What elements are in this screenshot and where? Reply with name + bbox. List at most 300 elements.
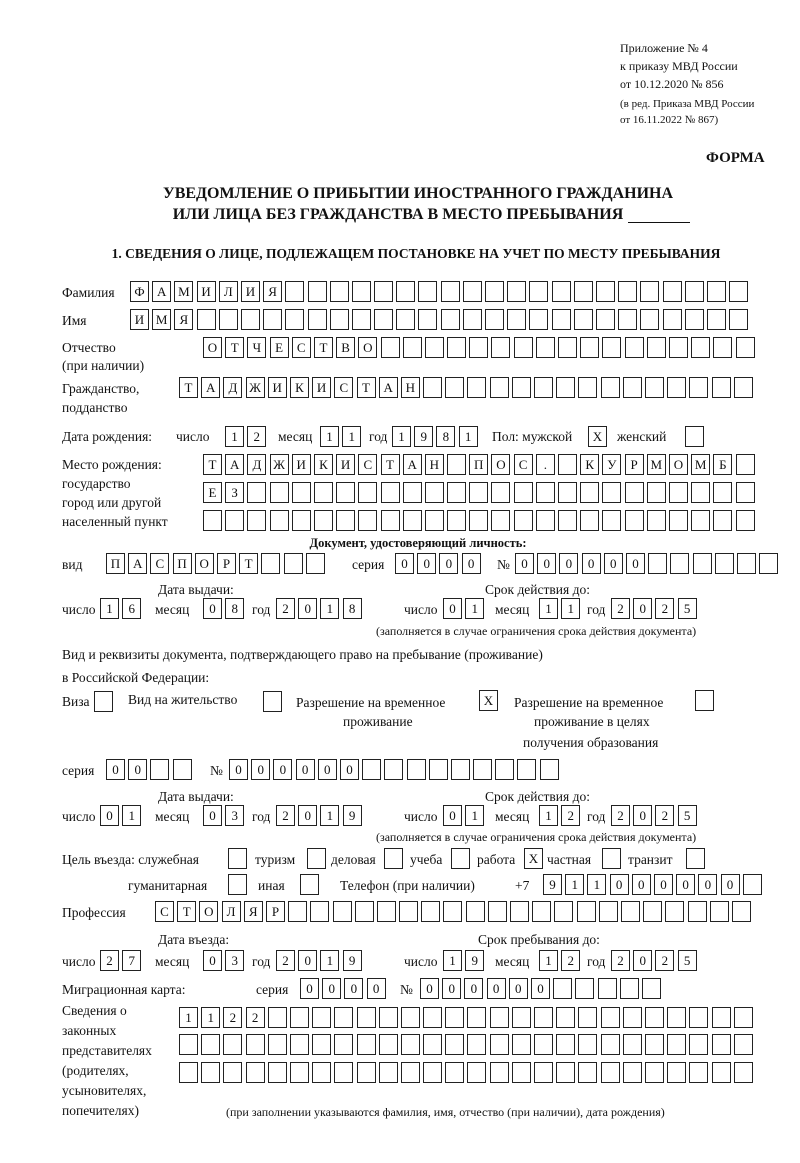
char-cell[interactable] — [685, 426, 704, 447]
char-cell[interactable] — [713, 337, 732, 358]
char-cell[interactable] — [736, 454, 755, 475]
char-cell[interactable] — [401, 1062, 420, 1083]
char-cell[interactable] — [759, 553, 778, 574]
char-cell[interactable]: 2 — [561, 805, 580, 826]
char-cell[interactable] — [556, 1034, 575, 1055]
char-cell[interactable] — [290, 1034, 309, 1055]
char-cell[interactable]: 3 — [225, 805, 244, 826]
char-cell[interactable]: 1 — [320, 598, 339, 619]
char-cell[interactable] — [625, 482, 644, 503]
char-cell[interactable] — [381, 482, 400, 503]
char-cell[interactable] — [667, 1062, 686, 1083]
char-cell[interactable]: 1 — [122, 805, 141, 826]
char-cell[interactable] — [712, 1034, 731, 1055]
char-cell[interactable] — [512, 377, 531, 398]
char-cell[interactable] — [469, 337, 488, 358]
char-cell[interactable]: 9 — [465, 950, 484, 971]
char-cell[interactable] — [225, 510, 244, 531]
char-cell[interactable] — [729, 309, 748, 330]
char-cell[interactable] — [507, 309, 526, 330]
char-cell[interactable] — [536, 482, 555, 503]
char-cell[interactable]: 8 — [436, 426, 455, 447]
char-cell[interactable]: 2 — [561, 950, 580, 971]
char-cell[interactable] — [602, 337, 621, 358]
char-cell[interactable] — [355, 901, 374, 922]
char-cell[interactable] — [580, 510, 599, 531]
char-cell[interactable]: 5 — [678, 598, 697, 619]
char-cell[interactable] — [710, 901, 729, 922]
char-cell[interactable] — [381, 337, 400, 358]
char-cell[interactable] — [495, 759, 514, 780]
char-cell[interactable]: 0 — [698, 874, 717, 895]
char-cell[interactable] — [517, 759, 536, 780]
char-cell[interactable]: 1 — [342, 426, 361, 447]
char-cell[interactable] — [247, 482, 266, 503]
char-cell[interactable]: 0 — [298, 950, 317, 971]
char-cell[interactable]: 1 — [465, 805, 484, 826]
char-cell[interactable]: 6 — [122, 598, 141, 619]
char-cell[interactable] — [307, 848, 326, 869]
char-cell[interactable] — [418, 281, 437, 302]
char-cell[interactable] — [490, 1007, 509, 1028]
char-cell[interactable] — [491, 482, 510, 503]
char-cell[interactable]: 1 — [179, 1007, 198, 1028]
char-cell[interactable] — [473, 759, 492, 780]
char-cell[interactable]: Т — [179, 377, 198, 398]
char-cell[interactable] — [686, 848, 705, 869]
char-cell[interactable] — [602, 510, 621, 531]
char-cell[interactable]: Е — [270, 337, 289, 358]
char-cell[interactable] — [308, 309, 327, 330]
char-cell[interactable]: 1 — [443, 950, 462, 971]
char-cell[interactable] — [574, 309, 593, 330]
char-cell[interactable]: Р — [217, 553, 236, 574]
char-cell[interactable]: 1 — [565, 874, 584, 895]
char-cell[interactable] — [418, 309, 437, 330]
char-cell[interactable] — [491, 337, 510, 358]
char-cell[interactable]: Ж — [246, 377, 265, 398]
char-cell[interactable] — [241, 309, 260, 330]
char-cell[interactable] — [737, 553, 756, 574]
char-cell[interactable]: 0 — [251, 759, 270, 780]
reps-line2-boxes[interactable] — [179, 1034, 756, 1056]
char-cell[interactable]: 3 — [225, 950, 244, 971]
char-cell[interactable]: 2 — [611, 598, 630, 619]
char-cell[interactable] — [623, 1062, 642, 1083]
char-cell[interactable] — [314, 510, 333, 531]
char-cell[interactable]: 1 — [561, 598, 580, 619]
char-cell[interactable] — [310, 901, 329, 922]
char-cell[interactable] — [330, 309, 349, 330]
char-cell[interactable]: 0 — [464, 978, 483, 999]
char-cell[interactable] — [645, 377, 664, 398]
char-cell[interactable] — [246, 1062, 265, 1083]
char-cell[interactable] — [558, 454, 577, 475]
char-cell[interactable] — [445, 1034, 464, 1055]
char-cell[interactable] — [642, 978, 661, 999]
char-cell[interactable] — [665, 901, 684, 922]
char-cell[interactable] — [529, 281, 548, 302]
entry-day-boxes[interactable] — [100, 950, 144, 972]
char-cell[interactable] — [536, 510, 555, 531]
char-cell[interactable] — [467, 1034, 486, 1055]
char-cell[interactable]: С — [150, 553, 169, 574]
char-cell[interactable] — [732, 901, 751, 922]
char-cell[interactable] — [485, 309, 504, 330]
char-cell[interactable] — [645, 1034, 664, 1055]
char-cell[interactable] — [736, 337, 755, 358]
char-cell[interactable] — [558, 482, 577, 503]
char-cell[interactable] — [401, 1034, 420, 1055]
char-cell[interactable] — [667, 377, 686, 398]
char-cell[interactable] — [645, 1007, 664, 1028]
char-cell[interactable]: О — [669, 454, 688, 475]
char-cell[interactable] — [336, 510, 355, 531]
char-cell[interactable] — [201, 1062, 220, 1083]
char-cell[interactable]: 0 — [298, 598, 317, 619]
char-cell[interactable] — [596, 281, 615, 302]
birth-month-boxes[interactable] — [320, 426, 364, 448]
char-cell[interactable]: 0 — [721, 874, 740, 895]
char-cell[interactable] — [602, 848, 621, 869]
char-cell[interactable]: П — [173, 553, 192, 574]
char-cell[interactable] — [514, 482, 533, 503]
char-cell[interactable] — [620, 978, 639, 999]
char-cell[interactable]: 0 — [654, 874, 673, 895]
char-cell[interactable] — [425, 482, 444, 503]
char-cell[interactable]: Я — [174, 309, 193, 330]
char-cell[interactable]: 0 — [443, 598, 462, 619]
char-cell[interactable]: X — [524, 848, 543, 869]
char-cell[interactable] — [407, 759, 426, 780]
stay-valid-year-boxes[interactable] — [611, 805, 700, 827]
char-cell[interactable]: 0 — [487, 978, 506, 999]
char-cell[interactable] — [534, 1062, 553, 1083]
stay-issue-month-boxes[interactable] — [203, 805, 247, 827]
char-cell[interactable] — [425, 337, 444, 358]
char-cell[interactable] — [179, 1062, 198, 1083]
char-cell[interactable] — [290, 1007, 309, 1028]
char-cell[interactable]: 0 — [100, 805, 119, 826]
char-cell[interactable]: О — [199, 901, 218, 922]
stay-day-boxes[interactable] — [443, 950, 487, 972]
char-cell[interactable] — [246, 1034, 265, 1055]
char-cell[interactable] — [707, 309, 726, 330]
char-cell[interactable]: Т — [203, 454, 222, 475]
char-cell[interactable]: А — [379, 377, 398, 398]
char-cell[interactable]: С — [334, 377, 353, 398]
char-cell[interactable] — [713, 510, 732, 531]
char-cell[interactable] — [691, 482, 710, 503]
char-cell[interactable] — [578, 1034, 597, 1055]
char-cell[interactable] — [601, 377, 620, 398]
char-cell[interactable]: И — [292, 454, 311, 475]
char-cell[interactable] — [625, 510, 644, 531]
char-cell[interactable]: Т — [177, 901, 196, 922]
char-cell[interactable] — [558, 510, 577, 531]
id-number-boxes[interactable] — [515, 553, 781, 575]
char-cell[interactable]: 0 — [344, 978, 363, 999]
char-cell[interactable]: X — [479, 690, 498, 711]
char-cell[interactable]: 0 — [203, 805, 222, 826]
char-cell[interactable]: 1 — [459, 426, 478, 447]
char-cell[interactable] — [529, 309, 548, 330]
char-cell[interactable]: И — [130, 309, 149, 330]
char-cell[interactable]: X — [588, 426, 607, 447]
stay-number-boxes[interactable] — [229, 759, 562, 781]
char-cell[interactable] — [514, 337, 533, 358]
id-issue-year-boxes[interactable] — [276, 598, 365, 620]
char-cell[interactable] — [510, 901, 529, 922]
purpose-humanitarian-checkbox[interactable] — [228, 874, 250, 896]
char-cell[interactable]: 0 — [632, 874, 651, 895]
char-cell[interactable]: И — [241, 281, 260, 302]
char-cell[interactable] — [599, 901, 618, 922]
char-cell[interactable]: Т — [239, 553, 258, 574]
char-cell[interactable]: И — [312, 377, 331, 398]
char-cell[interactable] — [490, 1034, 509, 1055]
char-cell[interactable]: 9 — [414, 426, 433, 447]
temp-residence-checkbox[interactable] — [479, 690, 501, 712]
id-valid-day-boxes[interactable] — [443, 598, 487, 620]
char-cell[interactable]: 5 — [678, 950, 697, 971]
char-cell[interactable] — [268, 1062, 287, 1083]
char-cell[interactable]: А — [128, 553, 147, 574]
char-cell[interactable] — [621, 901, 640, 922]
char-cell[interactable]: 7 — [122, 950, 141, 971]
char-cell[interactable]: Д — [223, 377, 242, 398]
char-cell[interactable] — [423, 1007, 442, 1028]
residence-permit-checkbox[interactable] — [263, 691, 285, 713]
char-cell[interactable] — [640, 309, 659, 330]
char-cell[interactable]: 1 — [539, 950, 558, 971]
char-cell[interactable] — [663, 281, 682, 302]
char-cell[interactable] — [247, 510, 266, 531]
char-cell[interactable]: Л — [222, 901, 241, 922]
char-cell[interactable]: 0 — [610, 874, 629, 895]
char-cell[interactable] — [357, 1062, 376, 1083]
purpose-other-checkbox[interactable] — [300, 874, 322, 896]
char-cell[interactable] — [601, 1034, 620, 1055]
char-cell[interactable] — [743, 874, 762, 895]
char-cell[interactable] — [384, 848, 403, 869]
char-cell[interactable] — [578, 377, 597, 398]
id-series-boxes[interactable] — [395, 553, 484, 575]
reps-line1-boxes[interactable] — [179, 1007, 756, 1029]
char-cell[interactable] — [290, 1062, 309, 1083]
entry-month-boxes[interactable] — [203, 950, 247, 972]
char-cell[interactable]: 2 — [611, 805, 630, 826]
birthplace-line3-boxes[interactable] — [203, 510, 758, 532]
name-boxes[interactable] — [130, 309, 751, 331]
stay-series-boxes[interactable] — [106, 759, 195, 781]
profession-boxes[interactable] — [155, 901, 754, 923]
id-valid-year-boxes[interactable] — [611, 598, 700, 620]
char-cell[interactable]: 1 — [539, 598, 558, 619]
char-cell[interactable] — [284, 553, 303, 574]
char-cell[interactable]: К — [314, 454, 333, 475]
char-cell[interactable] — [667, 1007, 686, 1028]
migration-series-boxes[interactable] — [300, 978, 389, 1000]
char-cell[interactable] — [374, 309, 393, 330]
char-cell[interactable]: С — [514, 454, 533, 475]
char-cell[interactable]: 0 — [128, 759, 147, 780]
char-cell[interactable] — [488, 901, 507, 922]
char-cell[interactable] — [312, 1007, 331, 1028]
char-cell[interactable]: Д — [247, 454, 266, 475]
char-cell[interactable] — [601, 1062, 620, 1083]
char-cell[interactable] — [552, 281, 571, 302]
char-cell[interactable] — [602, 482, 621, 503]
char-cell[interactable] — [463, 309, 482, 330]
char-cell[interactable]: П — [469, 454, 488, 475]
migration-number-boxes[interactable] — [420, 978, 664, 1000]
char-cell[interactable] — [685, 281, 704, 302]
char-cell[interactable]: А — [225, 454, 244, 475]
char-cell[interactable]: 0 — [582, 553, 601, 574]
char-cell[interactable]: 1 — [539, 805, 558, 826]
char-cell[interactable]: 0 — [604, 553, 623, 574]
char-cell[interactable]: 0 — [626, 553, 645, 574]
char-cell[interactable] — [580, 337, 599, 358]
char-cell[interactable] — [384, 759, 403, 780]
char-cell[interactable] — [285, 281, 304, 302]
char-cell[interactable] — [441, 281, 460, 302]
purpose-tourism-checkbox[interactable] — [307, 848, 329, 870]
char-cell[interactable]: 1 — [201, 1007, 220, 1028]
char-cell[interactable]: О — [358, 337, 377, 358]
char-cell[interactable] — [670, 553, 689, 574]
char-cell[interactable]: С — [358, 454, 377, 475]
char-cell[interactable] — [377, 901, 396, 922]
char-cell[interactable]: 2 — [276, 598, 295, 619]
id-kind-boxes[interactable] — [106, 553, 328, 575]
char-cell[interactable] — [647, 337, 666, 358]
char-cell[interactable]: 2 — [655, 950, 674, 971]
char-cell[interactable] — [577, 901, 596, 922]
char-cell[interactable] — [467, 1007, 486, 1028]
visa-checkbox[interactable] — [94, 691, 116, 713]
char-cell[interactable]: 0 — [515, 553, 534, 574]
char-cell[interactable] — [534, 377, 553, 398]
char-cell[interactable] — [179, 1034, 198, 1055]
char-cell[interactable] — [445, 377, 464, 398]
char-cell[interactable] — [429, 759, 448, 780]
char-cell[interactable] — [396, 281, 415, 302]
char-cell[interactable] — [736, 482, 755, 503]
char-cell[interactable] — [441, 309, 460, 330]
char-cell[interactable] — [203, 510, 222, 531]
char-cell[interactable]: 0 — [509, 978, 528, 999]
char-cell[interactable]: 0 — [322, 978, 341, 999]
char-cell[interactable]: 9 — [543, 874, 562, 895]
patronymic-boxes[interactable] — [203, 337, 758, 359]
char-cell[interactable]: 1 — [100, 598, 119, 619]
stay-valid-month-boxes[interactable] — [539, 805, 583, 827]
char-cell[interactable] — [514, 510, 533, 531]
char-cell[interactable] — [536, 337, 555, 358]
char-cell[interactable]: П — [106, 553, 125, 574]
char-cell[interactable]: 0 — [633, 805, 652, 826]
char-cell[interactable] — [173, 759, 192, 780]
char-cell[interactable] — [201, 1034, 220, 1055]
char-cell[interactable] — [314, 482, 333, 503]
char-cell[interactable] — [379, 1007, 398, 1028]
char-cell[interactable] — [451, 759, 470, 780]
surname-boxes[interactable] — [130, 281, 751, 303]
char-cell[interactable]: А — [152, 281, 171, 302]
char-cell[interactable]: 1 — [320, 805, 339, 826]
char-cell[interactable] — [556, 377, 575, 398]
char-cell[interactable] — [734, 1007, 753, 1028]
char-cell[interactable]: 0 — [318, 759, 337, 780]
char-cell[interactable] — [623, 377, 642, 398]
char-cell[interactable]: Н — [401, 377, 420, 398]
char-cell[interactable] — [288, 901, 307, 922]
char-cell[interactable]: 2 — [100, 950, 119, 971]
char-cell[interactable] — [219, 309, 238, 330]
char-cell[interactable] — [647, 482, 666, 503]
char-cell[interactable] — [399, 901, 418, 922]
char-cell[interactable] — [94, 691, 113, 712]
char-cell[interactable] — [689, 1062, 708, 1083]
char-cell[interactable]: Я — [263, 281, 282, 302]
char-cell[interactable] — [425, 510, 444, 531]
char-cell[interactable]: М — [174, 281, 193, 302]
char-cell[interactable]: Н — [425, 454, 444, 475]
char-cell[interactable] — [578, 1062, 597, 1083]
char-cell[interactable]: С — [155, 901, 174, 922]
char-cell[interactable] — [574, 281, 593, 302]
char-cell[interactable] — [729, 281, 748, 302]
char-cell[interactable] — [623, 1034, 642, 1055]
stay-issue-year-boxes[interactable] — [276, 805, 365, 827]
char-cell[interactable] — [308, 281, 327, 302]
char-cell[interactable] — [640, 281, 659, 302]
char-cell[interactable]: 2 — [276, 805, 295, 826]
char-cell[interactable] — [490, 377, 509, 398]
char-cell[interactable] — [228, 848, 247, 869]
char-cell[interactable] — [618, 281, 637, 302]
char-cell[interactable]: 1 — [392, 426, 411, 447]
char-cell[interactable] — [578, 1007, 597, 1028]
char-cell[interactable] — [270, 510, 289, 531]
char-cell[interactable]: 0 — [300, 978, 319, 999]
char-cell[interactable] — [403, 510, 422, 531]
char-cell[interactable] — [447, 337, 466, 358]
char-cell[interactable] — [734, 1062, 753, 1083]
char-cell[interactable] — [300, 874, 319, 895]
char-cell[interactable]: 0 — [439, 553, 458, 574]
char-cell[interactable] — [512, 1062, 531, 1083]
char-cell[interactable] — [228, 874, 247, 895]
char-cell[interactable] — [312, 1062, 331, 1083]
char-cell[interactable] — [558, 337, 577, 358]
birth-day-boxes[interactable] — [225, 426, 269, 448]
char-cell[interactable] — [736, 510, 755, 531]
char-cell[interactable] — [379, 1062, 398, 1083]
char-cell[interactable] — [540, 759, 559, 780]
char-cell[interactable] — [688, 901, 707, 922]
char-cell[interactable]: 2 — [611, 950, 630, 971]
char-cell[interactable]: Т — [357, 377, 376, 398]
char-cell[interactable] — [647, 510, 666, 531]
char-cell[interactable] — [467, 377, 486, 398]
char-cell[interactable] — [648, 553, 667, 574]
char-cell[interactable]: 0 — [229, 759, 248, 780]
char-cell[interactable] — [734, 1034, 753, 1055]
char-cell[interactable] — [575, 978, 594, 999]
